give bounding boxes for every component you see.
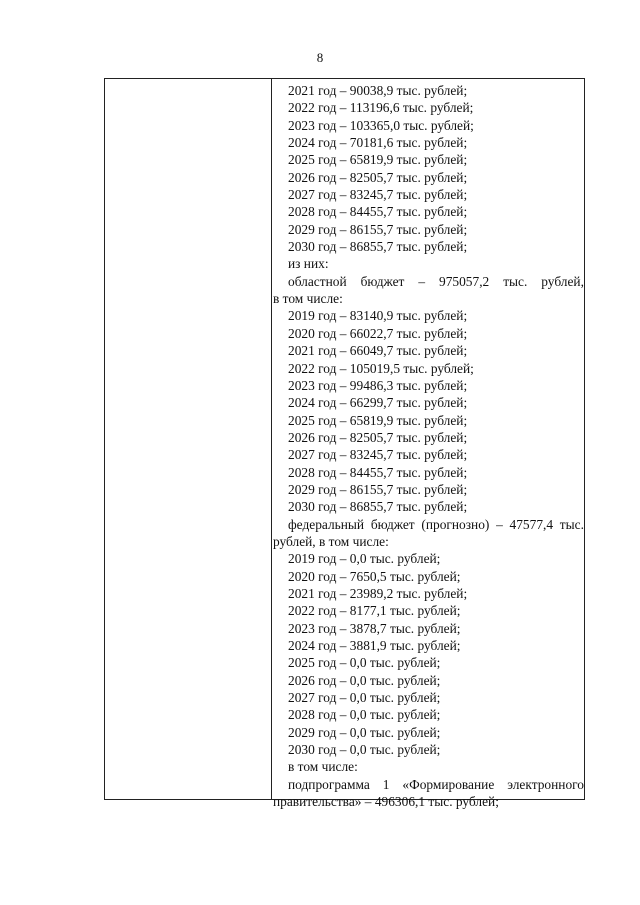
- funding-line: 2020 год – 7650,5 тыс. рублей;: [288, 568, 461, 584]
- funding-line: 2026 год – 82505,7 тыс. рублей;: [288, 429, 468, 445]
- funding-line: 2028 год – 84455,7 тыс. рублей;: [288, 464, 468, 480]
- funding-line: 2030 год – 86855,7 тыс. рублей;: [288, 499, 468, 515]
- funding-line: 2019 год – 0,0 тыс. рублей;: [288, 551, 441, 567]
- funding-line: 2022 год – 105019,5 тыс. рублей;: [288, 360, 474, 376]
- funding-line: 2021 год – 90038,9 тыс. рублей;: [288, 83, 468, 98]
- funding-line: 2024 год – 66299,7 тыс. рублей;: [288, 395, 468, 411]
- word: тыс.: [559, 516, 584, 532]
- funding-line: 2027 год – 83245,7 тыс. рублей;: [288, 187, 468, 203]
- funding-line: 2020 год – 66022,7 тыс. рублей;: [288, 325, 468, 341]
- word: 1: [382, 776, 390, 792]
- funding-line: 2023 год – 103365,0 тыс. рублей;: [288, 117, 474, 133]
- funding-line: 2023 год – 99486,3 тыс. рублей;: [288, 377, 468, 393]
- continuation-line: в том числе:: [273, 291, 343, 307]
- continuation-line: рублей, в том числе:: [273, 533, 389, 549]
- funding-line: 2026 год – 0,0 тыс. рублей;: [288, 672, 441, 688]
- page-number: 8: [316, 50, 324, 65]
- funding-line: 2025 год – 0,0 тыс. рублей;: [288, 655, 441, 671]
- word: –: [418, 273, 426, 289]
- word: 47577,4: [509, 516, 554, 532]
- funding-line: 2028 год – 0,0 тыс. рублей;: [288, 707, 441, 723]
- funding-line: 2029 год – 86155,7 тыс. рублей;: [288, 221, 468, 237]
- word: (прогнозно): [421, 516, 490, 532]
- funding-line: 2030 год – 86855,7 тыс. рублей;: [288, 239, 468, 255]
- word: областной: [288, 273, 347, 289]
- word: бюджет: [370, 516, 415, 532]
- funding-line: 2022 год – 113196,6 тыс. рублей;: [288, 100, 474, 116]
- funding-line: 2025 год – 65819,9 тыс. рублей;: [288, 412, 468, 428]
- word: электронного: [507, 776, 584, 792]
- word: –: [496, 516, 503, 532]
- subheading-line: в том числе:: [288, 759, 358, 775]
- funding-line: 2019 год – 83140,9 тыс. рублей;: [288, 308, 468, 324]
- subheading-line: из них:: [288, 256, 329, 272]
- word: 975057,2: [439, 273, 490, 289]
- funding-line: 2023 год – 3878,7 тыс. рублей;: [288, 620, 461, 636]
- funding-line: 2029 год – 86155,7 тыс. рублей;: [288, 481, 468, 497]
- funding-line: 2024 год – 3881,9 тыс. рублей;: [288, 638, 461, 653]
- word: тыс.: [503, 273, 528, 289]
- regional-budget-line: [273, 273, 584, 290]
- left-cell: [105, 79, 271, 799]
- subprogram-line: [273, 776, 584, 793]
- column-divider: [271, 79, 272, 799]
- funding-line: 2024 год – 70181,6 тыс. рублей;: [288, 135, 468, 151]
- word: рублей,: [541, 273, 584, 289]
- word: бюджет: [360, 273, 405, 289]
- continuation-line: правительства» – 496306,1 тыс. рублей;: [273, 794, 499, 810]
- word: «Формирование: [402, 776, 495, 792]
- funding-line: 2030 год – 0,0 тыс. рублей;: [288, 742, 441, 758]
- funding-line: 2021 год – 23989,2 тыс. рублей;: [288, 585, 468, 601]
- word: подпрограмма: [288, 776, 370, 792]
- funding-line: 2028 год – 84455,7 тыс. рублей;: [288, 204, 468, 220]
- funding-line: 2025 год – 65819,9 тыс. рублей;: [288, 152, 468, 168]
- federal-budget-line: [273, 516, 584, 533]
- funding-line: 2021 год – 66049,7 тыс. рублей;: [288, 343, 468, 359]
- funding-line: 2026 год – 82505,7 тыс. рублей;: [288, 169, 468, 185]
- funding-line: 2027 год – 83245,7 тыс. рублей;: [288, 447, 468, 463]
- funding-line: 2022 год – 8177,1 тыс. рублей;: [288, 603, 461, 619]
- funding-line: 2027 год – 0,0 тыс. рублей;: [288, 690, 441, 706]
- right-cell: [273, 82, 584, 810]
- word: федеральный: [288, 516, 365, 532]
- funding-line: 2029 год – 0,0 тыс. рублей;: [288, 724, 441, 740]
- document-table: [104, 78, 585, 810]
